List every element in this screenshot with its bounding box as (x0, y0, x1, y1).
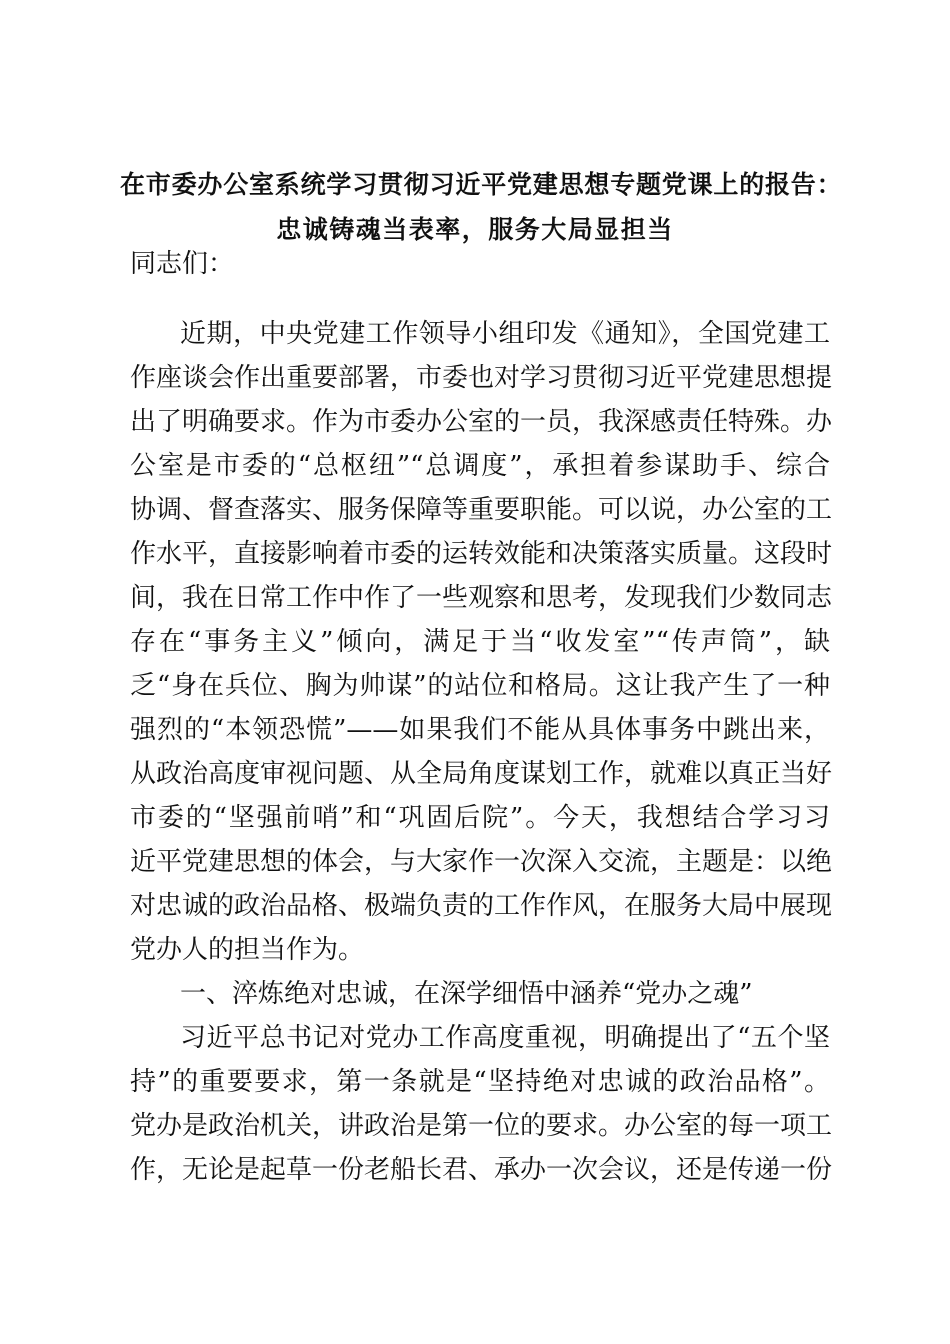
paragraph-line: 对忠诚的政治品格、极端负责的工作作风，在服务大局中展现 (130, 891, 833, 921)
paragraph-line: 习近平总书记对党办工作高度重视，明确提出了“五个坚 (180, 1023, 830, 1053)
paragraph-line: 近期，中央党建工作领导小组印发《通知》，全国党建工 (180, 319, 830, 349)
paragraph-line: 近平党建思想的体会，与大家作一次深入交流，主题是：以绝 (130, 847, 833, 877)
paragraph-line: 党办是政治机关，讲政治是第一位的要求。办公室的每一项工 (130, 1111, 833, 1141)
paragraph-line: 公室是市委的“总枢纽”“总调度”，承担着参谋助手、综合 (130, 451, 830, 481)
paragraph-line: 作水平，直接影响着市委的运转效能和决策落实质量。这段时 (130, 539, 833, 569)
salutation: 同志们： (130, 249, 235, 279)
paragraph-line: 持”的重要要求，第一条就是“坚持绝对忠诚的政治品格”。 (130, 1067, 830, 1097)
paragraph-line: 存在“事务主义”倾向，满足于当“收发室”“传声筒”，缺 (130, 627, 830, 657)
paragraph-line: 作座谈会作出重要部署，市委也对学习贯彻习近平党建思想提 (130, 363, 833, 393)
paragraph-line: 出了明确要求。作为市委办公室的一员，我深感责任特殊。办 (130, 407, 833, 437)
document-title-line-2: 忠诚铸魂当表率，服务大局显担当 (276, 215, 674, 244)
paragraph-line: 间，我在日常工作中作了一些观察和思考，发现我们少数同志 (130, 583, 833, 613)
paragraph-line: 协调、督查落实、服务保障等重要职能。可以说，办公室的工 (130, 495, 833, 525)
paragraph-line: 强烈的“本领恐慌”——如果我们不能从具体事务中跳出来， (130, 715, 830, 745)
paragraph-line: 乏“身在兵位、胸为帅谋”的站位和格局。这让我产生了一种 (130, 671, 830, 701)
paragraph-line: 党办人的担当作为。 (130, 935, 365, 965)
paragraph-line: 市委的“坚强前哨”和“巩固后院”。今天，我想结合学习习 (130, 803, 830, 833)
document-title-line-1: 在市委办公室系统学习贯彻习近平党建思想专题党课上的报告： (120, 170, 843, 199)
section-heading: 一、淬炼绝对忠诚，在深学细悟中涵养“党办之魂” (180, 979, 753, 1009)
paragraph-line: 从政治高度审视问题、从全局角度谋划工作，就难以真正当好 (130, 759, 833, 789)
paragraph-line: 作，无论是起草一份老船长君、承办一次会议，还是传递一份 (130, 1155, 833, 1185)
